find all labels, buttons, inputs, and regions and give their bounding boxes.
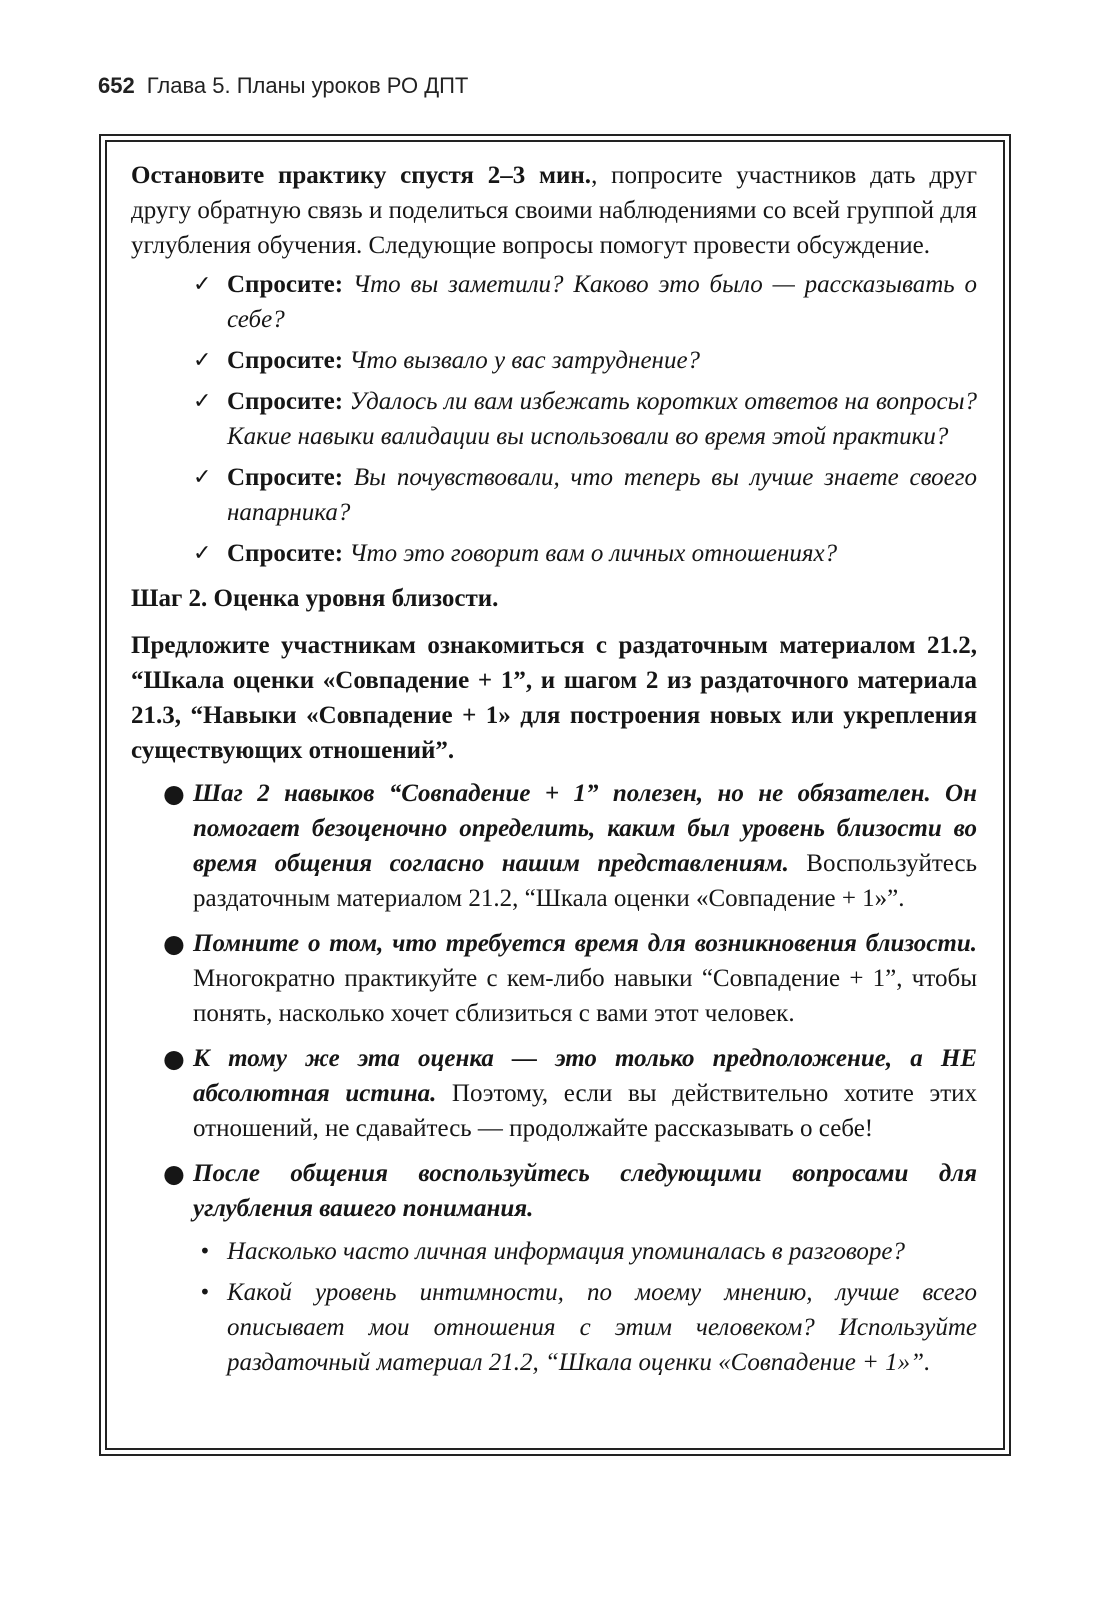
chapter-title: Глава 5. Планы уроков РО ДПТ [146, 73, 469, 98]
bullet-text: Многократно практикуйте с кем-либо навыки “Совпадение + 1”, чтобы понять, насколько хочет сблизиться с вами этот человек. [193, 965, 977, 1027]
sub-bullet-text: Какой уровень интимности, по моему мнению, лучше всего описывает мои отношения с этим человеком? Используйте раздаточный материал 21.2, “Шкала оценки «Совпадение + 1»”. [227, 1279, 977, 1376]
list-item [195, 384, 977, 454]
check-icon: ✓ [193, 465, 212, 490]
bullet-emphasis: Помните о том, что требуется время для возникновения близости. [193, 930, 977, 957]
intro-text: , попросите участников дать друг другу обратную связь и поделиться своими наблюдениями со всей группой для углубления обучения. Следующие вопросы помогут провести обсуждение. [131, 162, 977, 259]
question-text: Удалось ли вам избежать коротких ответов на вопросы? Какие навыки валидации вы использовали во время этой практики? [227, 388, 977, 450]
running-head [98, 73, 468, 99]
sub-bullet-list [193, 1234, 977, 1380]
ask-label: Спросите: [227, 347, 344, 374]
check-icon: ✓ [193, 348, 212, 373]
list-item [199, 1234, 977, 1269]
question-text: Что вызвало у вас затруднение? [349, 347, 701, 374]
small-bullet-icon: • [199, 1239, 211, 1263]
bullet-icon: ● [163, 929, 185, 958]
intro-paragraph [131, 158, 977, 263]
check-icon: ✓ [193, 541, 212, 566]
question-text: Вы почувствовали, что теперь вы лучше знаете своего напарника? [227, 464, 977, 526]
list-item [199, 1275, 977, 1380]
ask-label: Спросите: [227, 271, 344, 298]
bullet-list [131, 776, 977, 1380]
list-item [163, 776, 977, 916]
instruction-paragraph: Предложите участникам ознакомиться с раздаточным материалом 21.2, “Шкала оценки «Совпадение + 1”, и шагом 2 из раздаточного материала 21.3, “Навыки «Совпадение + 1» для построения новых или укрепления существующих отношений”. [131, 632, 977, 764]
bullet-icon: ● [163, 1044, 185, 1073]
sub-bullet-text: Насколько часто личная информация упоминалась в разговоре? [227, 1238, 906, 1265]
small-bullet-icon: • [199, 1280, 211, 1304]
list-item [195, 536, 977, 571]
ask-label: Спросите: [227, 388, 344, 415]
list-item [195, 460, 977, 530]
list-item [163, 1156, 977, 1380]
question-checklist [131, 267, 977, 571]
bullet-icon: ● [163, 1159, 185, 1188]
ask-label: Спросите: [227, 540, 344, 567]
check-icon: ✓ [193, 389, 212, 414]
ask-label: Спросите: [227, 464, 344, 491]
list-item [195, 267, 977, 337]
list-item [163, 926, 977, 1031]
bullet-emphasis: Шаг 2 навыков “Совпадение + 1” полезен, но не обязателен. Он помогает безоценочно определить, каким был уровень близости во время общения согласно нашим представлениям. [193, 780, 977, 877]
check-icon: ✓ [193, 272, 212, 297]
step-title: Шаг 2. Оценка уровня близости. [131, 585, 499, 612]
question-text: Что вы заметили? Каково это было — рассказывать о себе? [227, 271, 977, 333]
bullet-text: Воспользуйтесь раздаточным материалом 21.2, “Шкала оценки «Совпадение + 1»”. [193, 850, 977, 912]
question-text: Что это говорит вам о личных отношениях? [349, 540, 838, 567]
intro-bold: Остановите практику спустя 2–3 мин. [131, 162, 592, 189]
bullet-emphasis: После общения воспользуйтесь следующими вопросами для углубления вашего понимания. [193, 1160, 977, 1222]
list-item [163, 1041, 977, 1146]
page-number: 652 [98, 73, 135, 98]
box-content [131, 158, 977, 1390]
bullet-icon: ● [163, 779, 185, 808]
bullet-text: Поэтому, если вы действительно хотите этих отношений, не сдавайтесь — продолжайте рассказывать о себе! [193, 1080, 977, 1142]
list-item [195, 343, 977, 378]
bullet-emphasis: К тому же эта оценка — это только предположение, а НЕ абсолютная истина. [193, 1045, 977, 1107]
